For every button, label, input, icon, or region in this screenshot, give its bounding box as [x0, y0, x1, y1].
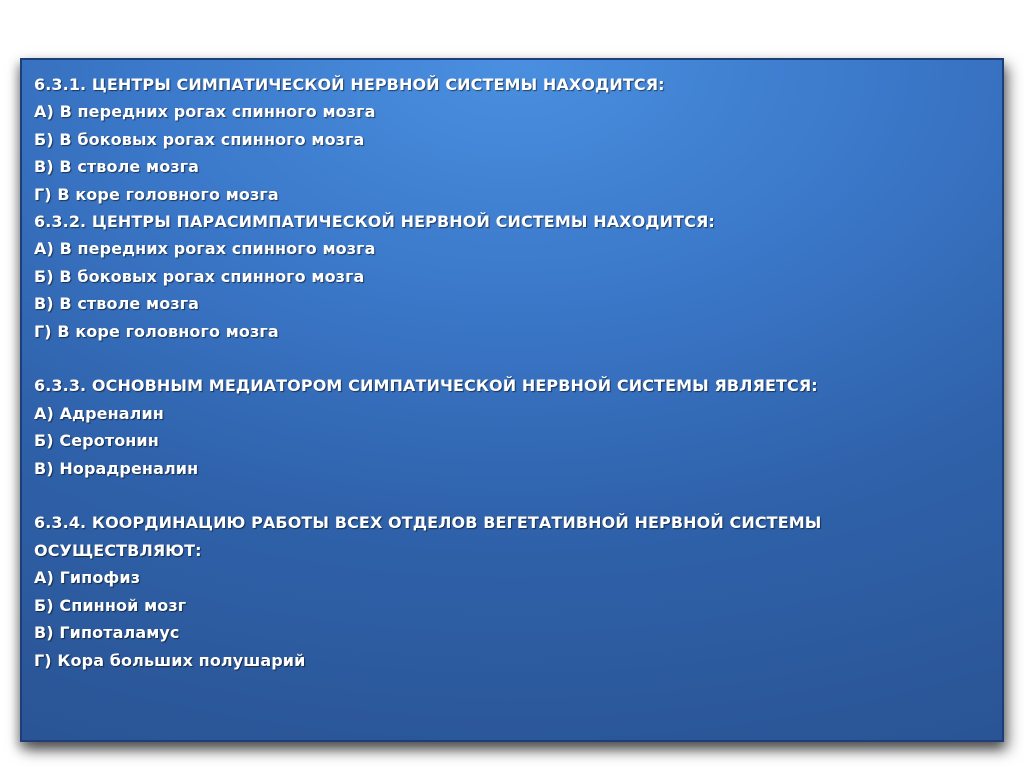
question-title: 6.3.3. ОСНОВНЫМ МЕДИАТОРОМ СИМПАТИЧЕСКОЙ НЕРВНОЙ СИСТЕМЫ ЯВЛЯЕТСЯ:	[34, 376, 818, 396]
question-title: 6.3.2. ЦЕНТРЫ ПАРАСИМПАТИЧЕСКОЙ НЕРВНОЙ СИСТЕМЫ НАХОДИТСЯ:	[34, 212, 715, 232]
spacer	[34, 345, 988, 372]
answer-option: Г) Кора больших полушарий	[34, 650, 306, 670]
answer-option: Б) В боковых рогах спинного мозга	[34, 266, 365, 286]
slide-text	[34, 71, 988, 674]
question-3	[34, 372, 988, 482]
answer-option: В) Норадреналин	[34, 458, 199, 478]
slide	[20, 58, 1004, 742]
answer-option: Г) В коре головного мозга	[34, 321, 279, 341]
question-title: 6.3.1. ЦЕНТРЫ СИМПАТИЧЕСКОЙ НЕРВНОЙ СИСТЕМЫ НАХОДИТСЯ:	[34, 75, 665, 94]
answer-option: Г) В коре головного мозга	[34, 184, 279, 204]
question-2	[34, 208, 988, 345]
spacer	[34, 482, 988, 509]
question-title-continued: ОСУЩЕСТВЛЯЮТ:	[34, 540, 202, 560]
question-4	[34, 509, 988, 673]
answer-option: Б) Серотонин	[34, 431, 159, 451]
answer-option: Б) Спинной мозг	[34, 595, 187, 615]
question-1	[34, 71, 988, 208]
answer-option: Б) В боковых рогах спинного мозга	[34, 129, 365, 149]
answer-option: А) В передних рогах спинного мозга	[34, 102, 376, 122]
answer-option: В) В стволе мозга	[34, 294, 200, 314]
answer-option: А) Адреналин	[34, 403, 164, 423]
answer-option: А) Гипофиз	[34, 568, 141, 588]
question-title: 6.3.4. КООРДИНАЦИЮ РАБОТЫ ВСЕХ ОТДЕЛОВ ВЕГЕТАТИВНОЙ НЕРВНОЙ СИСТЕМЫ	[34, 513, 822, 533]
answer-option: В) Гипоталамус	[34, 623, 180, 643]
answer-option: А) В передних рогах спинного мозга	[34, 239, 376, 259]
answer-option: В) В стволе мозга	[34, 157, 200, 177]
